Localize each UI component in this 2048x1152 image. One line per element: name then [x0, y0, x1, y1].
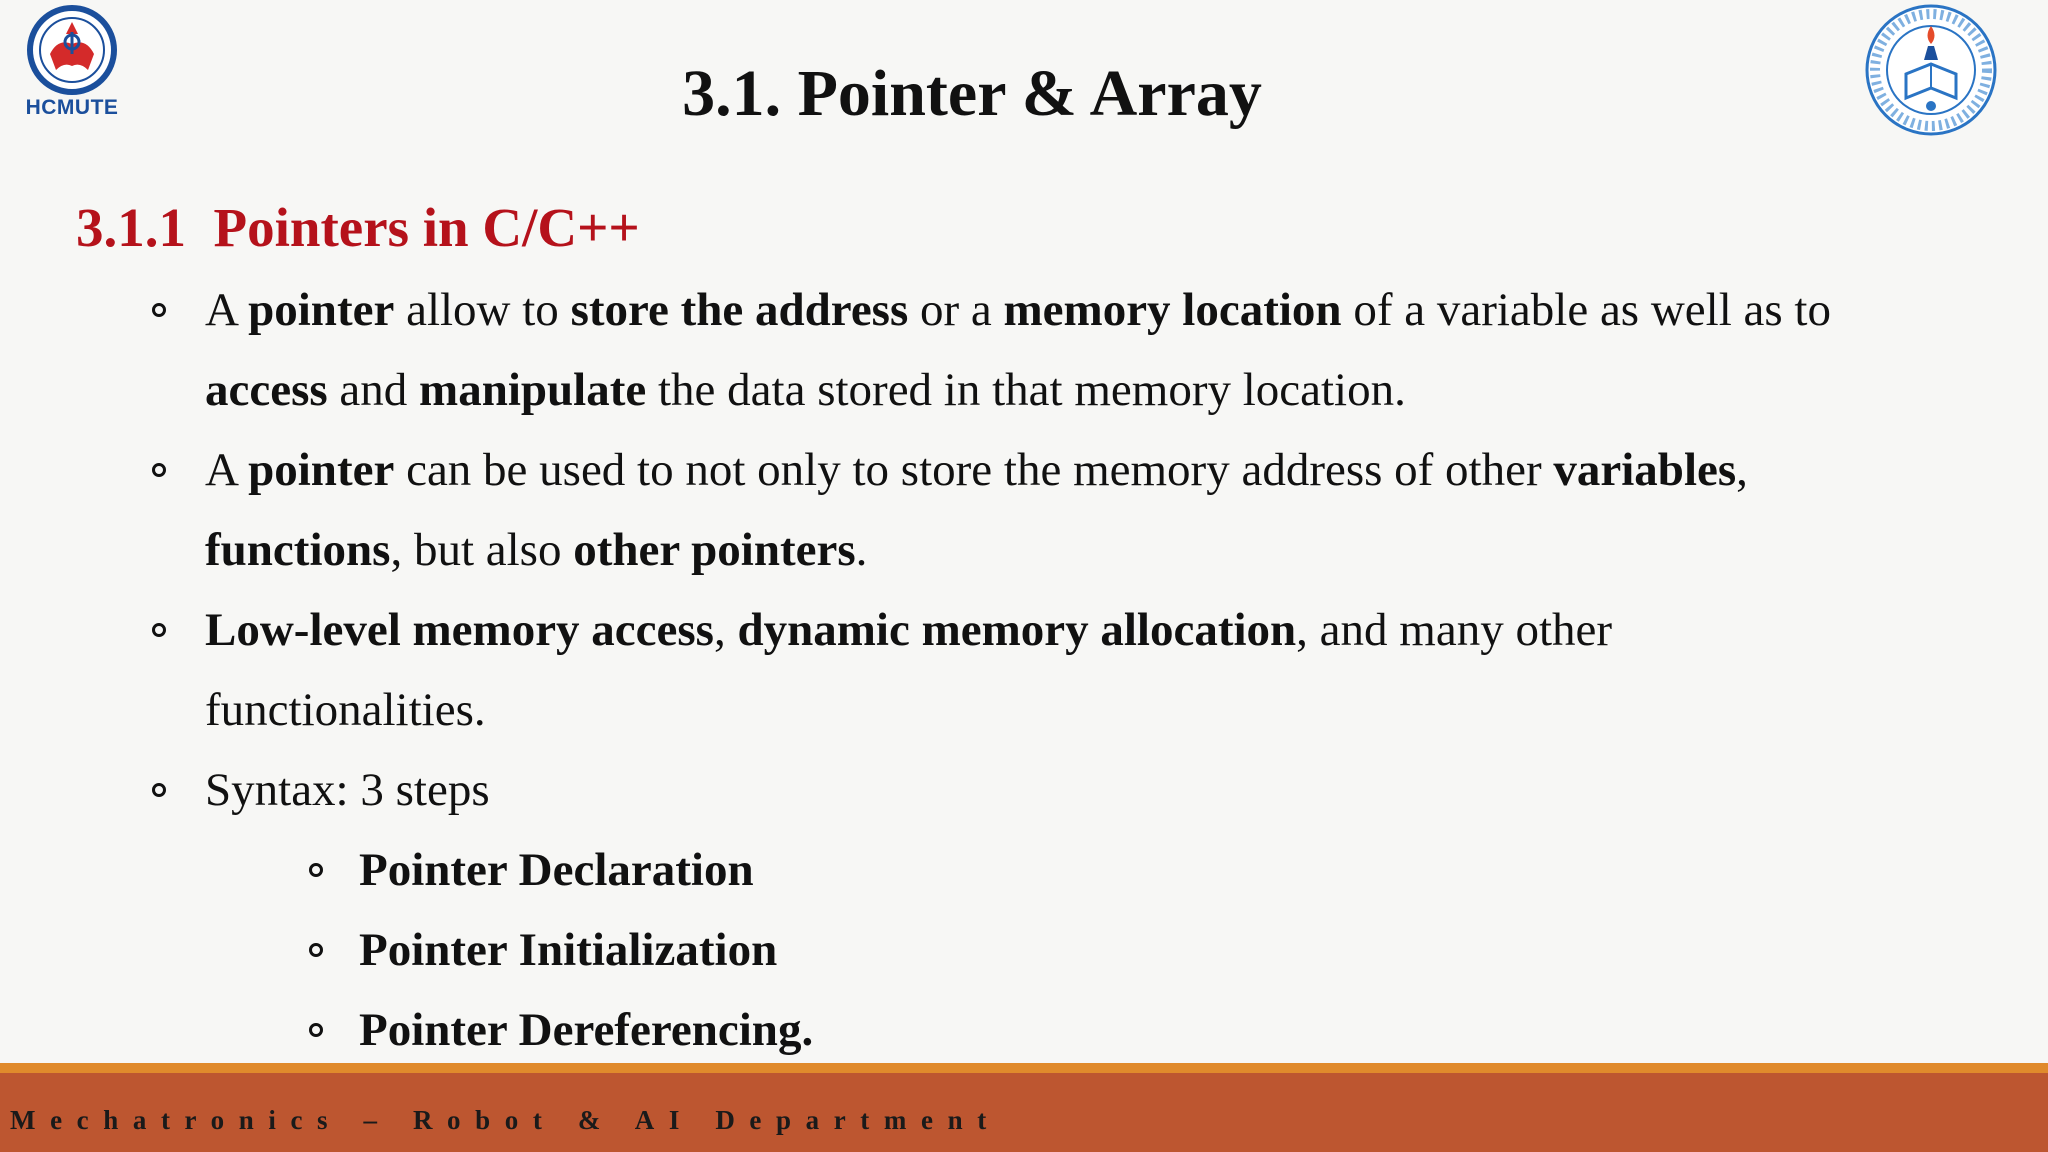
bullet-line: [205, 510, 2005, 590]
bold-text: variables: [1553, 444, 1737, 496]
text-run: Syntax: 3 steps: [205, 764, 490, 816]
footer-divider: [0, 1063, 2048, 1073]
sub-bullet-label: Pointer Initialization: [359, 924, 778, 976]
text-run: A: [205, 444, 249, 496]
bullet-line: [205, 670, 2005, 750]
sub-bullet-item: [359, 910, 1759, 990]
bold-text: dynamic memory allocation: [737, 604, 1297, 656]
text-run: functionalities.: [205, 684, 486, 736]
text-run: can be used to not only to store the memory address of other: [394, 444, 1554, 496]
text-run: the data stored in that memory location.: [646, 364, 1406, 416]
sub-bullet-item: [359, 830, 1759, 910]
hollow-circle-bullet-icon: [152, 303, 166, 317]
bold-text: Low-level memory access: [205, 604, 714, 656]
section-number: 3.1.1: [76, 197, 186, 258]
bold-text: pointer: [248, 284, 395, 336]
slide-title: 3.1. Pointer & Array: [682, 57, 1262, 130]
sub-bullet-item: [359, 990, 1759, 1070]
hollow-circle-bullet-icon: [152, 463, 166, 477]
text-run: ,: [1736, 444, 1748, 496]
text-run: allow to: [394, 284, 571, 336]
bullet-item: [205, 750, 2005, 830]
bullet-line: [205, 430, 2005, 510]
text-run: or a: [908, 284, 1004, 336]
hollow-circle-bullet-icon: [152, 783, 166, 797]
bullet-line: [205, 750, 2005, 830]
bold-text: manipulate: [419, 364, 647, 416]
bullet-line: [205, 590, 2005, 670]
bold-text: memory location: [1003, 284, 1342, 336]
bold-text: other pointers: [573, 524, 856, 576]
bold-text: access: [205, 364, 328, 416]
bold-text: store the address: [570, 284, 909, 336]
text-run: and: [327, 364, 420, 416]
text-run: of a variable as well as to: [1341, 284, 1831, 336]
hollow-circle-bullet-icon: [309, 943, 323, 957]
hollow-circle-bullet-icon: [309, 1023, 323, 1037]
section-heading: [76, 196, 640, 260]
bold-text: pointer: [248, 444, 395, 496]
hollow-circle-bullet-icon: [309, 863, 323, 877]
sub-bullet-label: Pointer Dereferencing.: [359, 1004, 814, 1056]
section-title: Pointers in C/C++: [213, 197, 640, 258]
text-run: , and many other: [1296, 604, 1613, 656]
hollow-circle-bullet-icon: [152, 623, 166, 637]
text-run: , but also: [390, 524, 574, 576]
bullet-item: [205, 430, 2005, 590]
text-run: .: [855, 524, 868, 576]
bullet-item: [205, 270, 2005, 430]
bullet-item: [205, 590, 2005, 750]
bullet-line: [205, 270, 2005, 350]
bold-text: functions: [205, 524, 391, 576]
footer-text: Mechatronics – Robot & AI Department: [10, 1105, 1001, 1135]
bullet-line: [205, 350, 2005, 430]
text-run: A: [205, 284, 249, 336]
sub-bullet-label: Pointer Declaration: [359, 844, 754, 896]
text-run: ,: [713, 604, 738, 656]
logo-text: HCMUTE: [25, 96, 119, 119]
